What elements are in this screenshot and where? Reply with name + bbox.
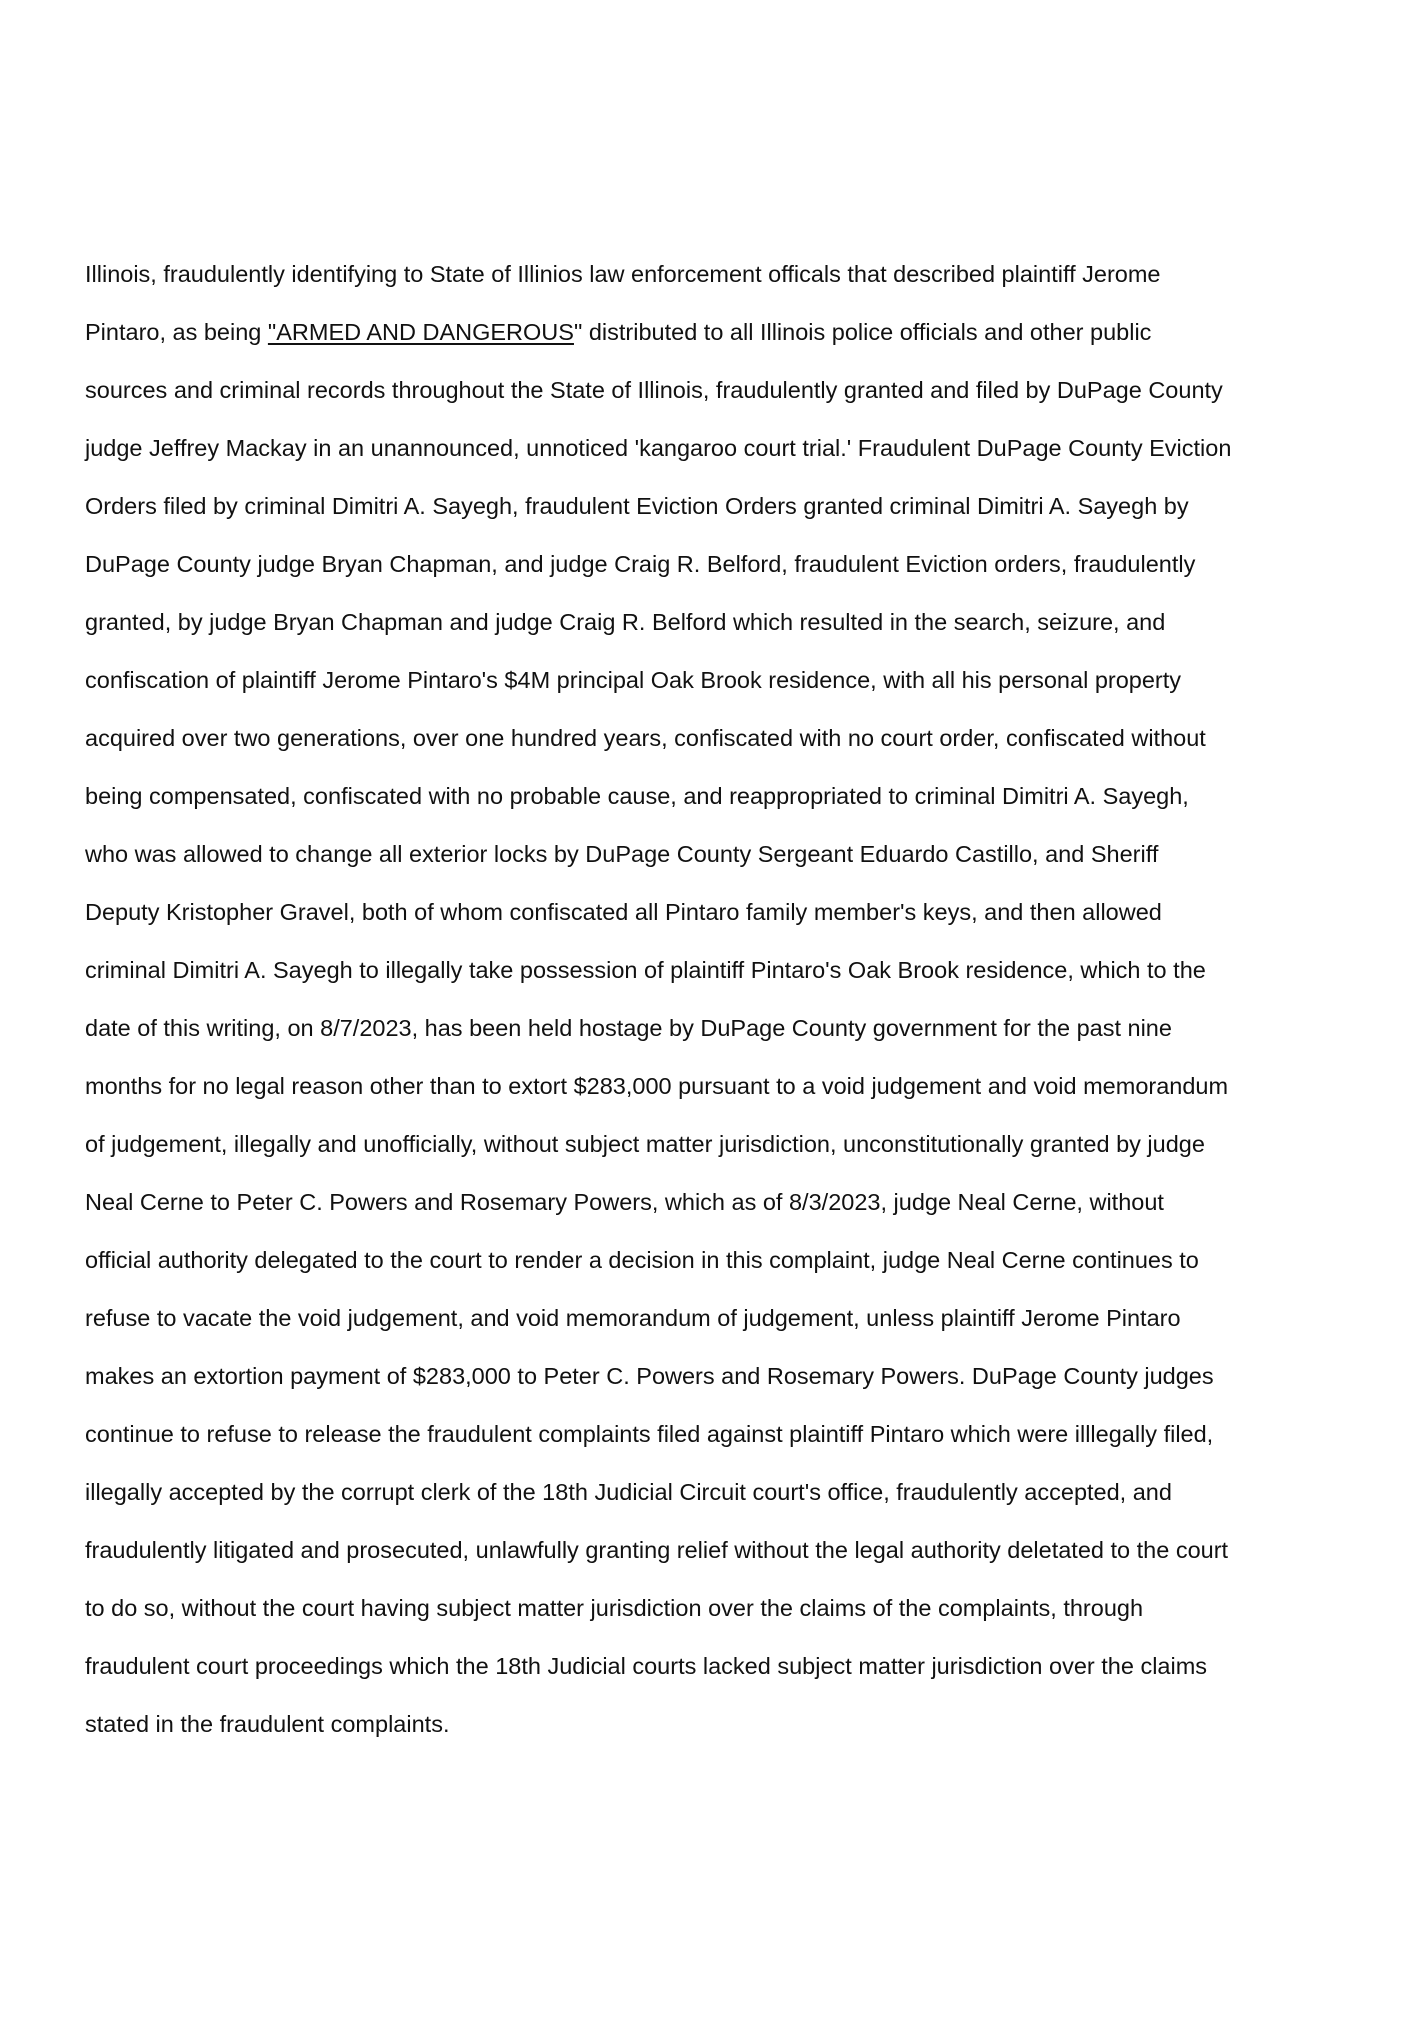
text-line: months for no legal reason other than to extort $283,000 pursuant to a void judgement and void memorandum [85, 1073, 1229, 1099]
text-line: to do so, without the court having subject matter jurisdiction over the claims of the complaints, through [85, 1595, 1144, 1621]
text-line: fraudulently litigated and prosecuted, unlawfully granting relief without the legal authority deletated to the court [85, 1537, 1229, 1563]
text-line: of judgement, illegally and unofficially, without subject matter jurisdiction, unconstitutionally granted by judge [85, 1131, 1205, 1157]
text-run: Pintaro, as being [85, 319, 268, 345]
text-line [85, 312, 1375, 370]
text-line: criminal Dimitri A. Sayegh to illegally take possession of plaintiff Pintaro's Oak Brook residence, which to the [85, 957, 1206, 983]
text-line: Orders filed by criminal Dimitri A. Sayegh, fraudulent Eviction Orders granted criminal Dimitri A. Sayegh by [85, 493, 1189, 519]
text-line: date of this writing, on 8/7/2023, has been held hostage by DuPage County government for the past nine [85, 1015, 1172, 1041]
body-paragraph [85, 254, 1375, 1762]
text-line: being compensated, confiscated with no probable cause, and reappropriated to criminal Dimitri A. Sayegh, [85, 783, 1189, 809]
text-line: Neal Cerne to Peter C. Powers and Rosemary Powers, which as of 8/3/2023, judge Neal Cerne, without [85, 1189, 1164, 1215]
text-line: sources and criminal records throughout the State of Illinois, fraudulently granted and filed by DuPage County [85, 377, 1223, 403]
text-line: granted, by judge Bryan Chapman and judge Craig R. Belford which resulted in the search, seizure, and [85, 609, 1166, 635]
text-line: illegally accepted by the corrupt clerk of the 18th Judicial Circuit court's office, fraudulently accepted, and [85, 1479, 1172, 1505]
text-line: Illinois, fraudulently identifying to State of Illinios law enforcement officals that described plaintiff Jerome [85, 261, 1161, 287]
text-line: refuse to vacate the void judgement, and void memorandum of judgement, unless plaintiff Jerome Pintaro [85, 1305, 1181, 1331]
text-line: stated in the fraudulent complaints. [85, 1711, 450, 1737]
text-line: DuPage County judge Bryan Chapman, and judge Craig R. Belford, fraudulent Eviction orders, fraudulently [85, 551, 1196, 577]
text-line: fraudulent court proceedings which the 18th Judicial courts lacked subject matter jurisdiction over the claims [85, 1653, 1208, 1679]
text-line: Deputy Kristopher Gravel, both of whom confiscated all Pintaro family member's keys, and then allowed [85, 899, 1162, 925]
text-line: makes an extortion payment of $283,000 to Peter C. Powers and Rosemary Powers. DuPage County judges [85, 1363, 1214, 1389]
text-line: continue to refuse to release the fraudulent complaints filed against plaintiff Pintaro which were illlegally filed, [85, 1421, 1214, 1447]
text-run: " distributed to all Illinois police officials and other public [573, 319, 1152, 345]
text-line: who was allowed to change all exterior locks by DuPage County Sergeant Eduardo Castillo, and Sheriff [85, 841, 1159, 867]
text-line: acquired over two generations, over one hundred years, confiscated with no court order, confiscated without [85, 725, 1206, 751]
underlined-phrase: "ARMED AND DANGEROUS [267, 319, 574, 345]
text-line: judge Jeffrey Mackay in an unannounced, unnoticed 'kangaroo court trial.' Fraudulent DuPage County Eviction [85, 435, 1232, 461]
text-line: confiscation of plaintiff Jerome Pintaro's $4M principal Oak Brook residence, with all his personal property [85, 667, 1182, 693]
text-line: official authority delegated to the court to render a decision in this complaint, judge Neal Cerne continues to [85, 1247, 1199, 1273]
